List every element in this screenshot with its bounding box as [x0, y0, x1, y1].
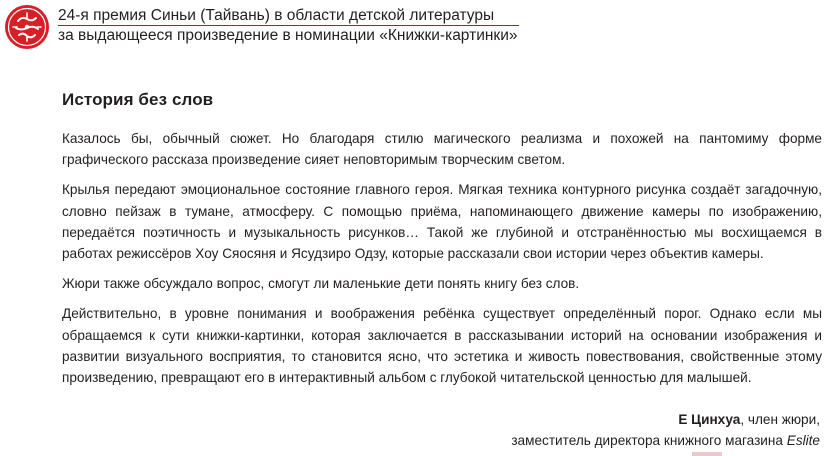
signature-name: Е Цинхуа — [678, 412, 741, 427]
paragraph: Жюри также обсуждало вопрос, смогут ли маленькие дети понять книгу без слов. — [62, 276, 580, 292]
paragraph: Казалось бы, обычный сюжет. Но благодаря стилю магического реализма и похожей на пантомиму форме графического рассказа произведение сияет неповторимым творческим светом. — [62, 131, 822, 168]
red-round-seal-icon — [4, 4, 50, 50]
header-award-line: 24-я премия Синьи (Тайвань) в области детской литературы — [58, 7, 495, 24]
article-body — [62, 128, 822, 397]
page-header — [58, 6, 519, 45]
paragraph: Действительно, в уровне понимания и воображения ребёнка существует определённый порог. Однако если мы обращаемся к сути книжки-картинки, которая заключается в рассказывании историй на основании изображения и развитии визуального восприятия, то становится ясно, что эстетика и живость повествования, свойственные этому произведению, превращают его в интерактивный альбом с глубокой читательской ценностью для малышей. — [62, 306, 822, 386]
signature-line-1 — [511, 409, 820, 430]
signature-line-2 — [511, 430, 820, 451]
signature-store: Eslite — [786, 433, 820, 448]
signature-block — [511, 409, 820, 451]
signature-position: заместитель директора книжного магазина — [511, 433, 787, 448]
header-nomination-line: за выдающееся произведение в номинации «Книжки-картинки» — [58, 27, 518, 44]
page-edge-tab — [692, 452, 722, 456]
paragraph: Крылья передают эмоциональное состояние главного героя. Мягкая техника контурного рисунка создаёт загадочную, словно пейзаж в тумане, атмосферу. С помощью приёма, напоминающего движение камеры по изображению, передаётся поэтичность и музыкальность рисунков… Такой же глубиной и отстранённостью мы восхищаемся в работах режиссёров Хоу Сяосяня и Ясудзиро Одзу, которые рассказали свои истории через объектив камеры. — [62, 182, 822, 262]
section-title: История без слов — [62, 90, 214, 109]
signature-role: , член жюри, — [740, 412, 820, 427]
